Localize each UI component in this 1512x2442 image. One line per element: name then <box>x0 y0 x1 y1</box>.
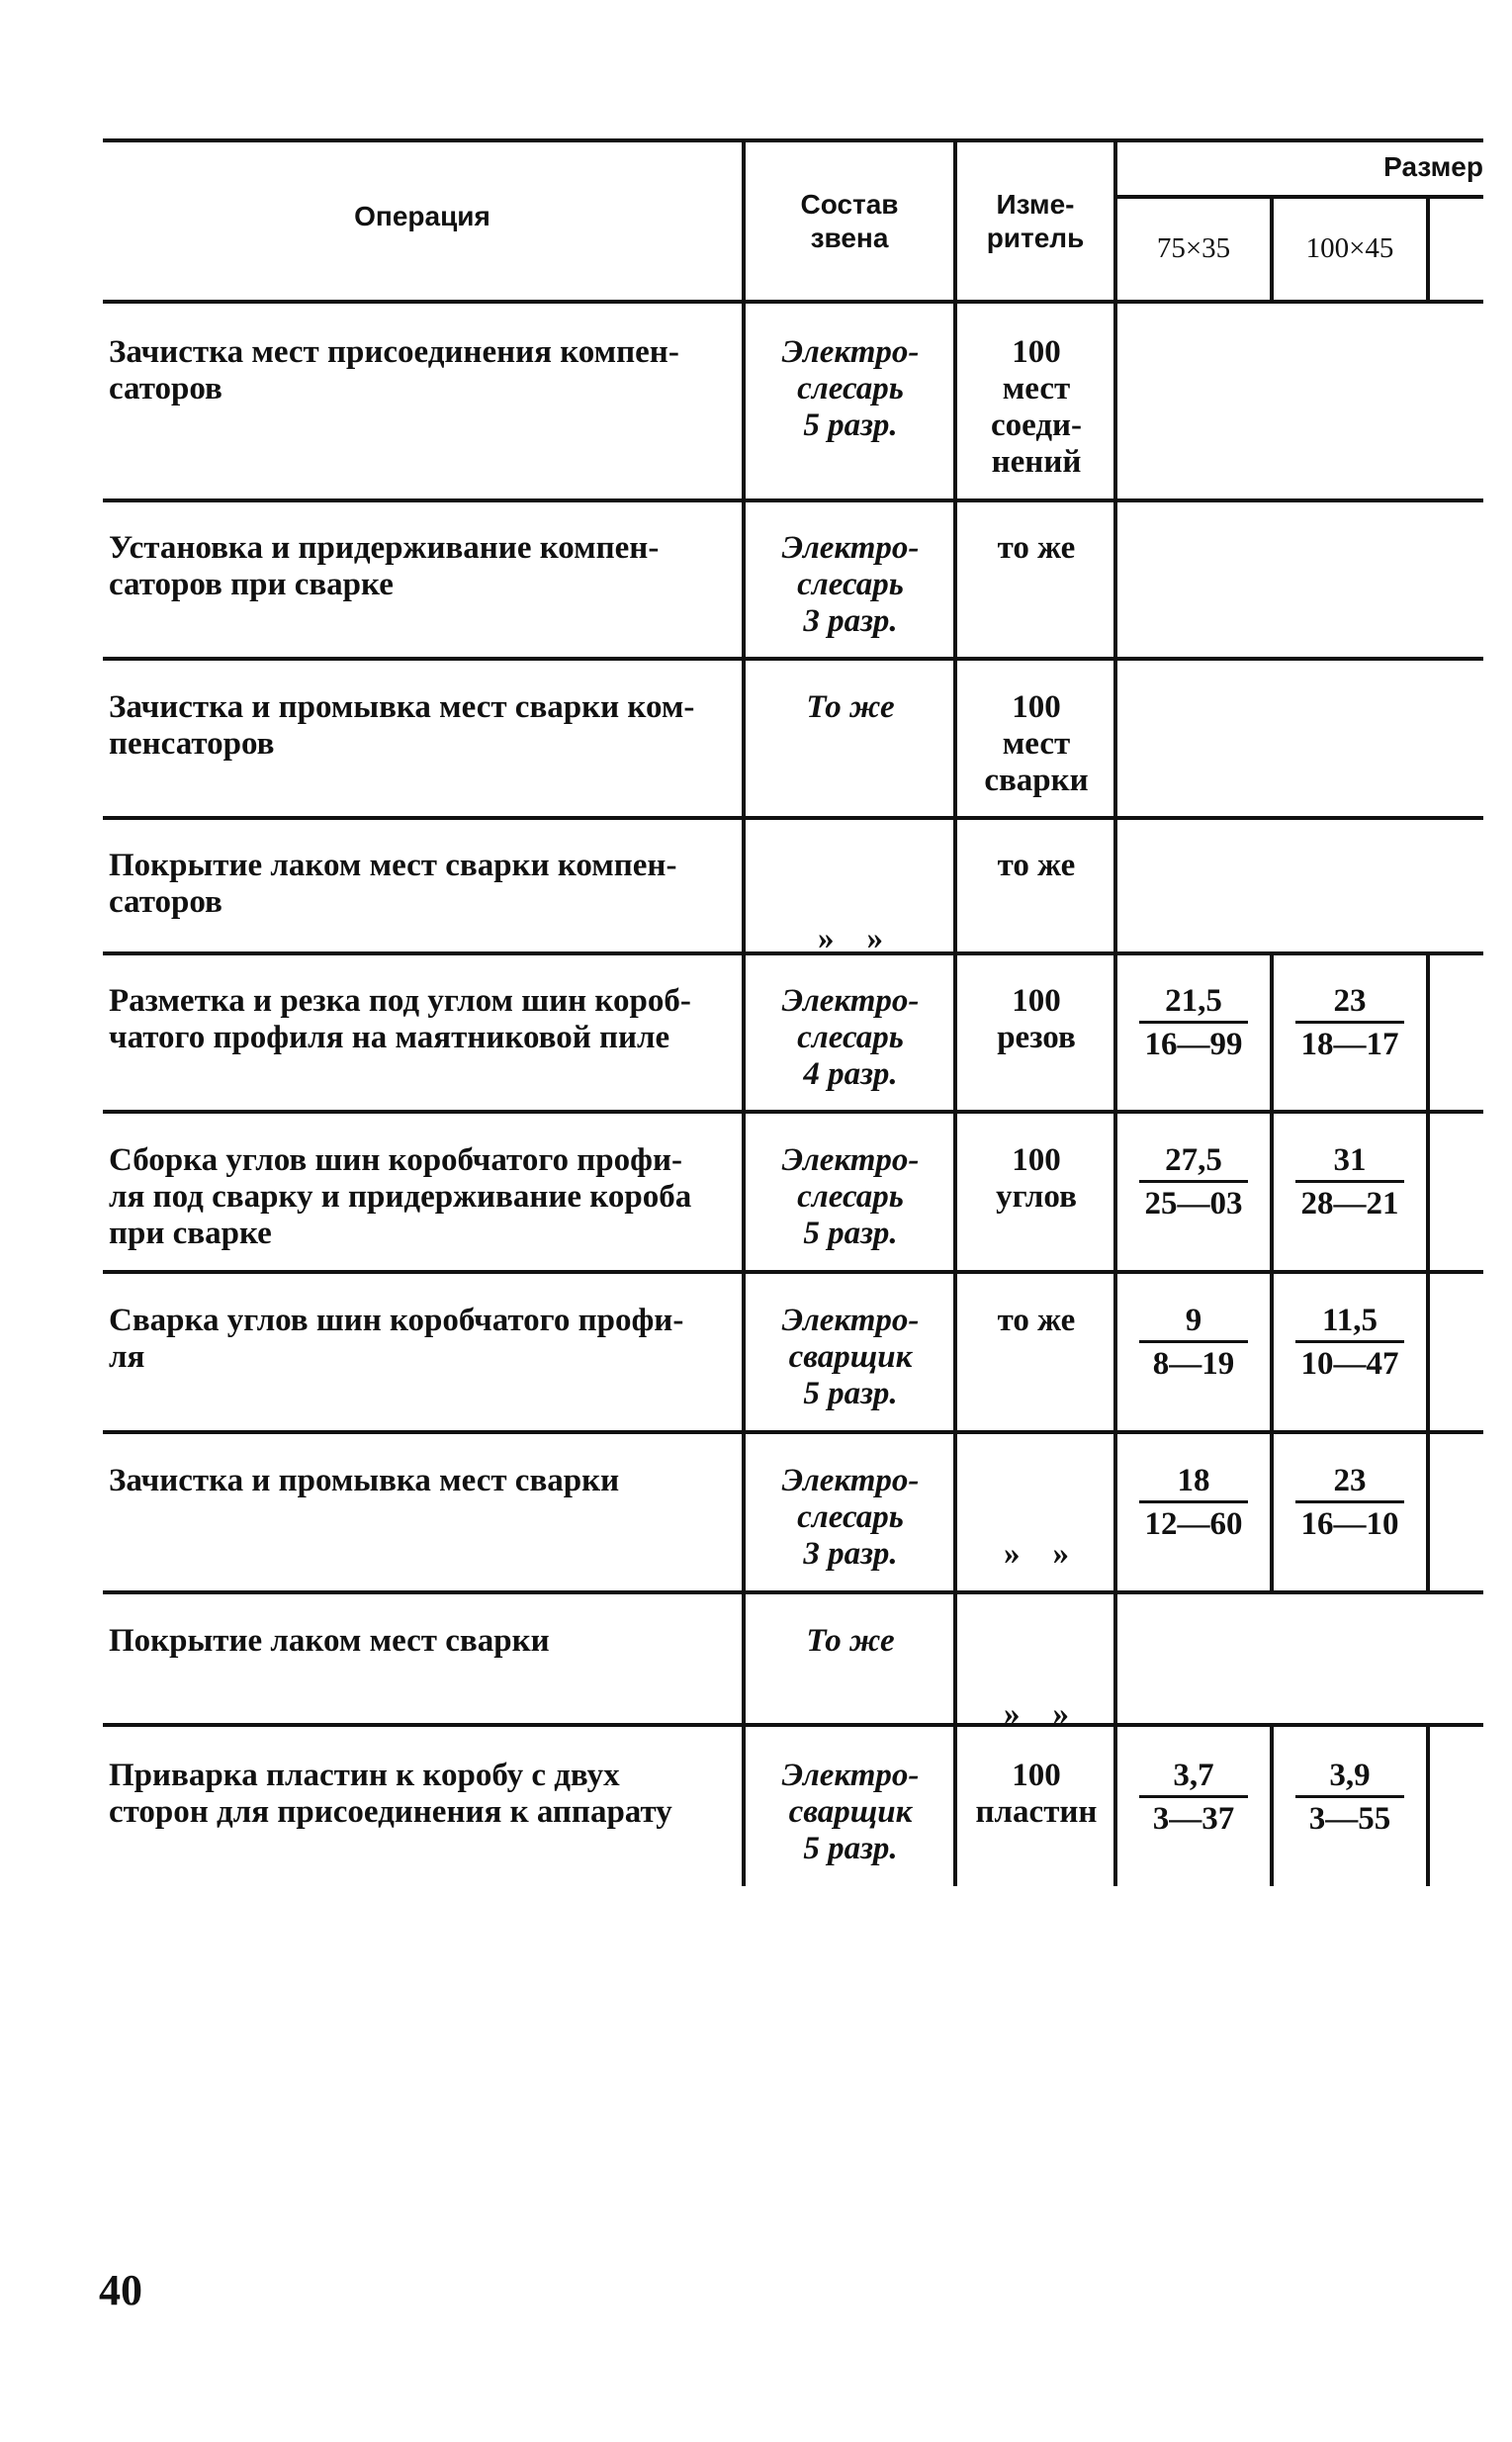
crew-line: Электро- <box>781 334 920 370</box>
crew-line: То же <box>806 689 895 725</box>
norm-value-100x45 <box>1276 1140 1424 1224</box>
row-rule <box>103 657 1483 661</box>
unit-line: мест <box>1002 371 1071 407</box>
norm-time: 9 <box>1185 1303 1202 1338</box>
operation-line: саторов при сварке <box>109 567 394 602</box>
col-rule-size2 <box>1426 1725 1430 1886</box>
crew-cell <box>752 334 949 444</box>
operation-cell <box>109 689 732 763</box>
operation-line: Покрытие лаком мест сварки компен- <box>109 848 677 883</box>
header-unit-line: ритель <box>986 223 1085 253</box>
unit-line: 100 <box>1012 689 1061 725</box>
norm-value-100x45 <box>1276 1301 1424 1385</box>
operation-line: саторов <box>109 371 222 407</box>
unit-line: соеди- <box>990 407 1083 443</box>
header-size-col-2: 100×45 <box>1305 232 1394 264</box>
crew-line: слесарь <box>797 371 904 407</box>
row-rule <box>103 1110 1483 1114</box>
operation-cell <box>109 1142 732 1252</box>
operation-cell <box>109 983 732 1056</box>
row-rule <box>103 1590 1483 1594</box>
unit-line: 100 <box>1012 983 1061 1019</box>
norm-time: 27,5 <box>1165 1142 1222 1178</box>
col-rule-operation <box>742 140 746 1886</box>
crew-line: 5 разр. <box>803 407 898 443</box>
crew-line: 3 разр. <box>803 603 898 639</box>
crew-cell <box>752 689 949 726</box>
operation-line: пенсаторов <box>109 726 275 762</box>
norm-time: 23 <box>1333 1463 1367 1498</box>
norm-time: 23 <box>1333 983 1367 1019</box>
header-crew-line: Состав <box>800 189 899 220</box>
unit-line: 100 <box>1012 1758 1061 1793</box>
unit-line: » » <box>1004 1696 1069 1732</box>
crew-cell <box>752 1463 949 1573</box>
crew-line: 4 разр. <box>803 1056 898 1092</box>
table-top-rule <box>103 138 1483 142</box>
row-rule <box>103 498 1483 502</box>
unit-cell <box>957 1758 1115 1831</box>
operation-line: Приварка пластин к коробу с двух <box>109 1758 620 1793</box>
crew-line: 3 разр. <box>803 1536 898 1572</box>
unit-line: то же <box>997 848 1076 883</box>
operation-line: Зачистка и промывка мест сварки <box>109 1463 620 1498</box>
header-bottom-rule <box>103 300 1483 304</box>
norm-rate: 10—47 <box>1300 1346 1399 1382</box>
row-rule <box>103 816 1483 820</box>
unit-line: углов <box>996 1179 1077 1215</box>
crew-line: слесарь <box>797 567 904 602</box>
operation-cell <box>109 530 732 603</box>
crew-line: Электро- <box>781 1142 920 1178</box>
operation-line: ля <box>109 1339 145 1375</box>
operation-line: Разметка и резка под углом шин короб- <box>109 983 691 1019</box>
norm-rate: 25—03 <box>1144 1186 1243 1221</box>
operation-line: чатого профиля на маятниковой пиле <box>109 1020 670 1055</box>
norm-value-75x35 <box>1119 1301 1268 1385</box>
operation-line: саторов <box>109 884 222 920</box>
crew-line: Электро- <box>781 530 920 566</box>
unit-cell <box>957 1463 1115 1646</box>
norm-rate: 16—99 <box>1144 1027 1243 1062</box>
header-operation: Операция <box>354 201 490 231</box>
operation-cell <box>109 1463 732 1499</box>
page-number: 40 <box>99 2266 142 2314</box>
unit-line: резов <box>997 1020 1076 1055</box>
unit-line: то же <box>997 1303 1076 1338</box>
unit-cell <box>957 1142 1115 1216</box>
norm-rate: 12—60 <box>1144 1506 1243 1542</box>
header-unit <box>957 188 1113 255</box>
operation-line: при сварке <box>109 1216 272 1251</box>
crew-line: 5 разр. <box>803 1831 898 1866</box>
norm-time: 3,7 <box>1173 1758 1214 1793</box>
norm-time: 3,9 <box>1329 1758 1371 1793</box>
crew-cell <box>752 1758 949 1867</box>
unit-cell <box>957 334 1115 481</box>
operation-cell <box>109 1303 732 1376</box>
norm-value-75x35 <box>1119 1140 1268 1224</box>
crew-line: » » <box>818 921 883 956</box>
operation-line: сторон для присоединения к аппарату <box>109 1794 672 1830</box>
crew-line: слесарь <box>797 1020 904 1055</box>
header-unit-line: Изме- <box>996 189 1075 220</box>
header-crew <box>746 188 953 255</box>
operation-line: Сборка углов шин коробчатого профи- <box>109 1142 682 1178</box>
crew-cell <box>752 530 949 640</box>
crew-line: слесарь <box>797 1179 904 1215</box>
crew-cell <box>752 1303 949 1412</box>
operation-line: Установка и придерживание компен- <box>109 530 660 566</box>
col-rule-size1 <box>1270 1725 1274 1886</box>
col-rule-size2 <box>1426 197 1430 302</box>
unit-line: пластин <box>975 1794 1098 1830</box>
crew-line: Электро- <box>781 1463 920 1498</box>
norm-rate: 3—37 <box>1152 1801 1235 1837</box>
col-rule-size2 <box>1426 953 1430 1594</box>
norm-time: 21,5 <box>1165 983 1222 1019</box>
crew-cell <box>752 1623 949 1660</box>
row-rule <box>103 1723 1483 1727</box>
norm-rate: 3—55 <box>1308 1801 1391 1837</box>
operation-cell <box>109 1758 732 1831</box>
norm-value-75x35 <box>1119 981 1268 1065</box>
norm-rate: 8—19 <box>1152 1346 1235 1382</box>
crew-line: То же <box>806 1623 895 1659</box>
header-size: Размер <box>1383 151 1483 182</box>
crew-line: Электро- <box>781 983 920 1019</box>
norm-rate: 28—21 <box>1300 1186 1399 1221</box>
norm-time: 18 <box>1177 1463 1210 1498</box>
unit-line: 100 <box>1012 1142 1061 1178</box>
crew-line: сварщик <box>788 1339 913 1375</box>
norm-value-100x45 <box>1276 1756 1424 1840</box>
unit-cell <box>957 848 1115 884</box>
crew-line: 5 разр. <box>803 1216 898 1251</box>
norm-value-75x35 <box>1119 1756 1268 1840</box>
unit-line: 100 <box>1012 334 1061 370</box>
unit-line: » » <box>1004 1536 1069 1572</box>
norm-time: 11,5 <box>1322 1303 1378 1338</box>
row-rule <box>103 1270 1483 1274</box>
crew-line: Электро- <box>781 1758 920 1793</box>
operation-cell <box>109 334 732 407</box>
unit-line: мест <box>1002 726 1071 762</box>
unit-line: сварки <box>984 763 1089 798</box>
crew-cell <box>752 1142 949 1252</box>
unit-line: нений <box>991 444 1082 480</box>
operation-line: Сварка углов шин коробчатого профи- <box>109 1303 684 1338</box>
header-size-col-1: 75×35 <box>1156 232 1231 264</box>
unit-cell <box>957 530 1115 567</box>
norm-value-100x45 <box>1276 1461 1424 1545</box>
crew-cell <box>752 983 949 1093</box>
unit-line: то же <box>997 530 1076 566</box>
operation-cell <box>109 848 732 921</box>
norm-value-75x35 <box>1119 1461 1268 1545</box>
crew-line: Электро- <box>781 1303 920 1338</box>
unit-cell <box>957 983 1115 1056</box>
row-rule <box>103 1430 1483 1434</box>
unit-cell <box>957 689 1115 799</box>
unit-cell <box>957 1303 1115 1339</box>
col-rule-size1 <box>1270 953 1274 1594</box>
crew-line: слесарь <box>797 1499 904 1535</box>
crew-line: сварщик <box>788 1794 913 1830</box>
operation-line: Зачистка мест присоединения компен- <box>109 334 679 370</box>
crew-line: 5 разр. <box>803 1376 898 1411</box>
operation-cell <box>109 1623 732 1660</box>
norm-time: 31 <box>1333 1142 1367 1178</box>
operation-line: Зачистка и промывка мест сварки ком- <box>109 689 695 725</box>
operation-line: Покрытие лаком мест сварки <box>109 1623 550 1659</box>
operation-line: ля под сварку и придерживание короба <box>109 1179 692 1215</box>
norm-value-100x45 <box>1276 981 1424 1065</box>
norm-rate: 18—17 <box>1300 1027 1399 1062</box>
norm-rate: 16—10 <box>1300 1506 1399 1542</box>
header-crew-line: звена <box>810 223 889 253</box>
